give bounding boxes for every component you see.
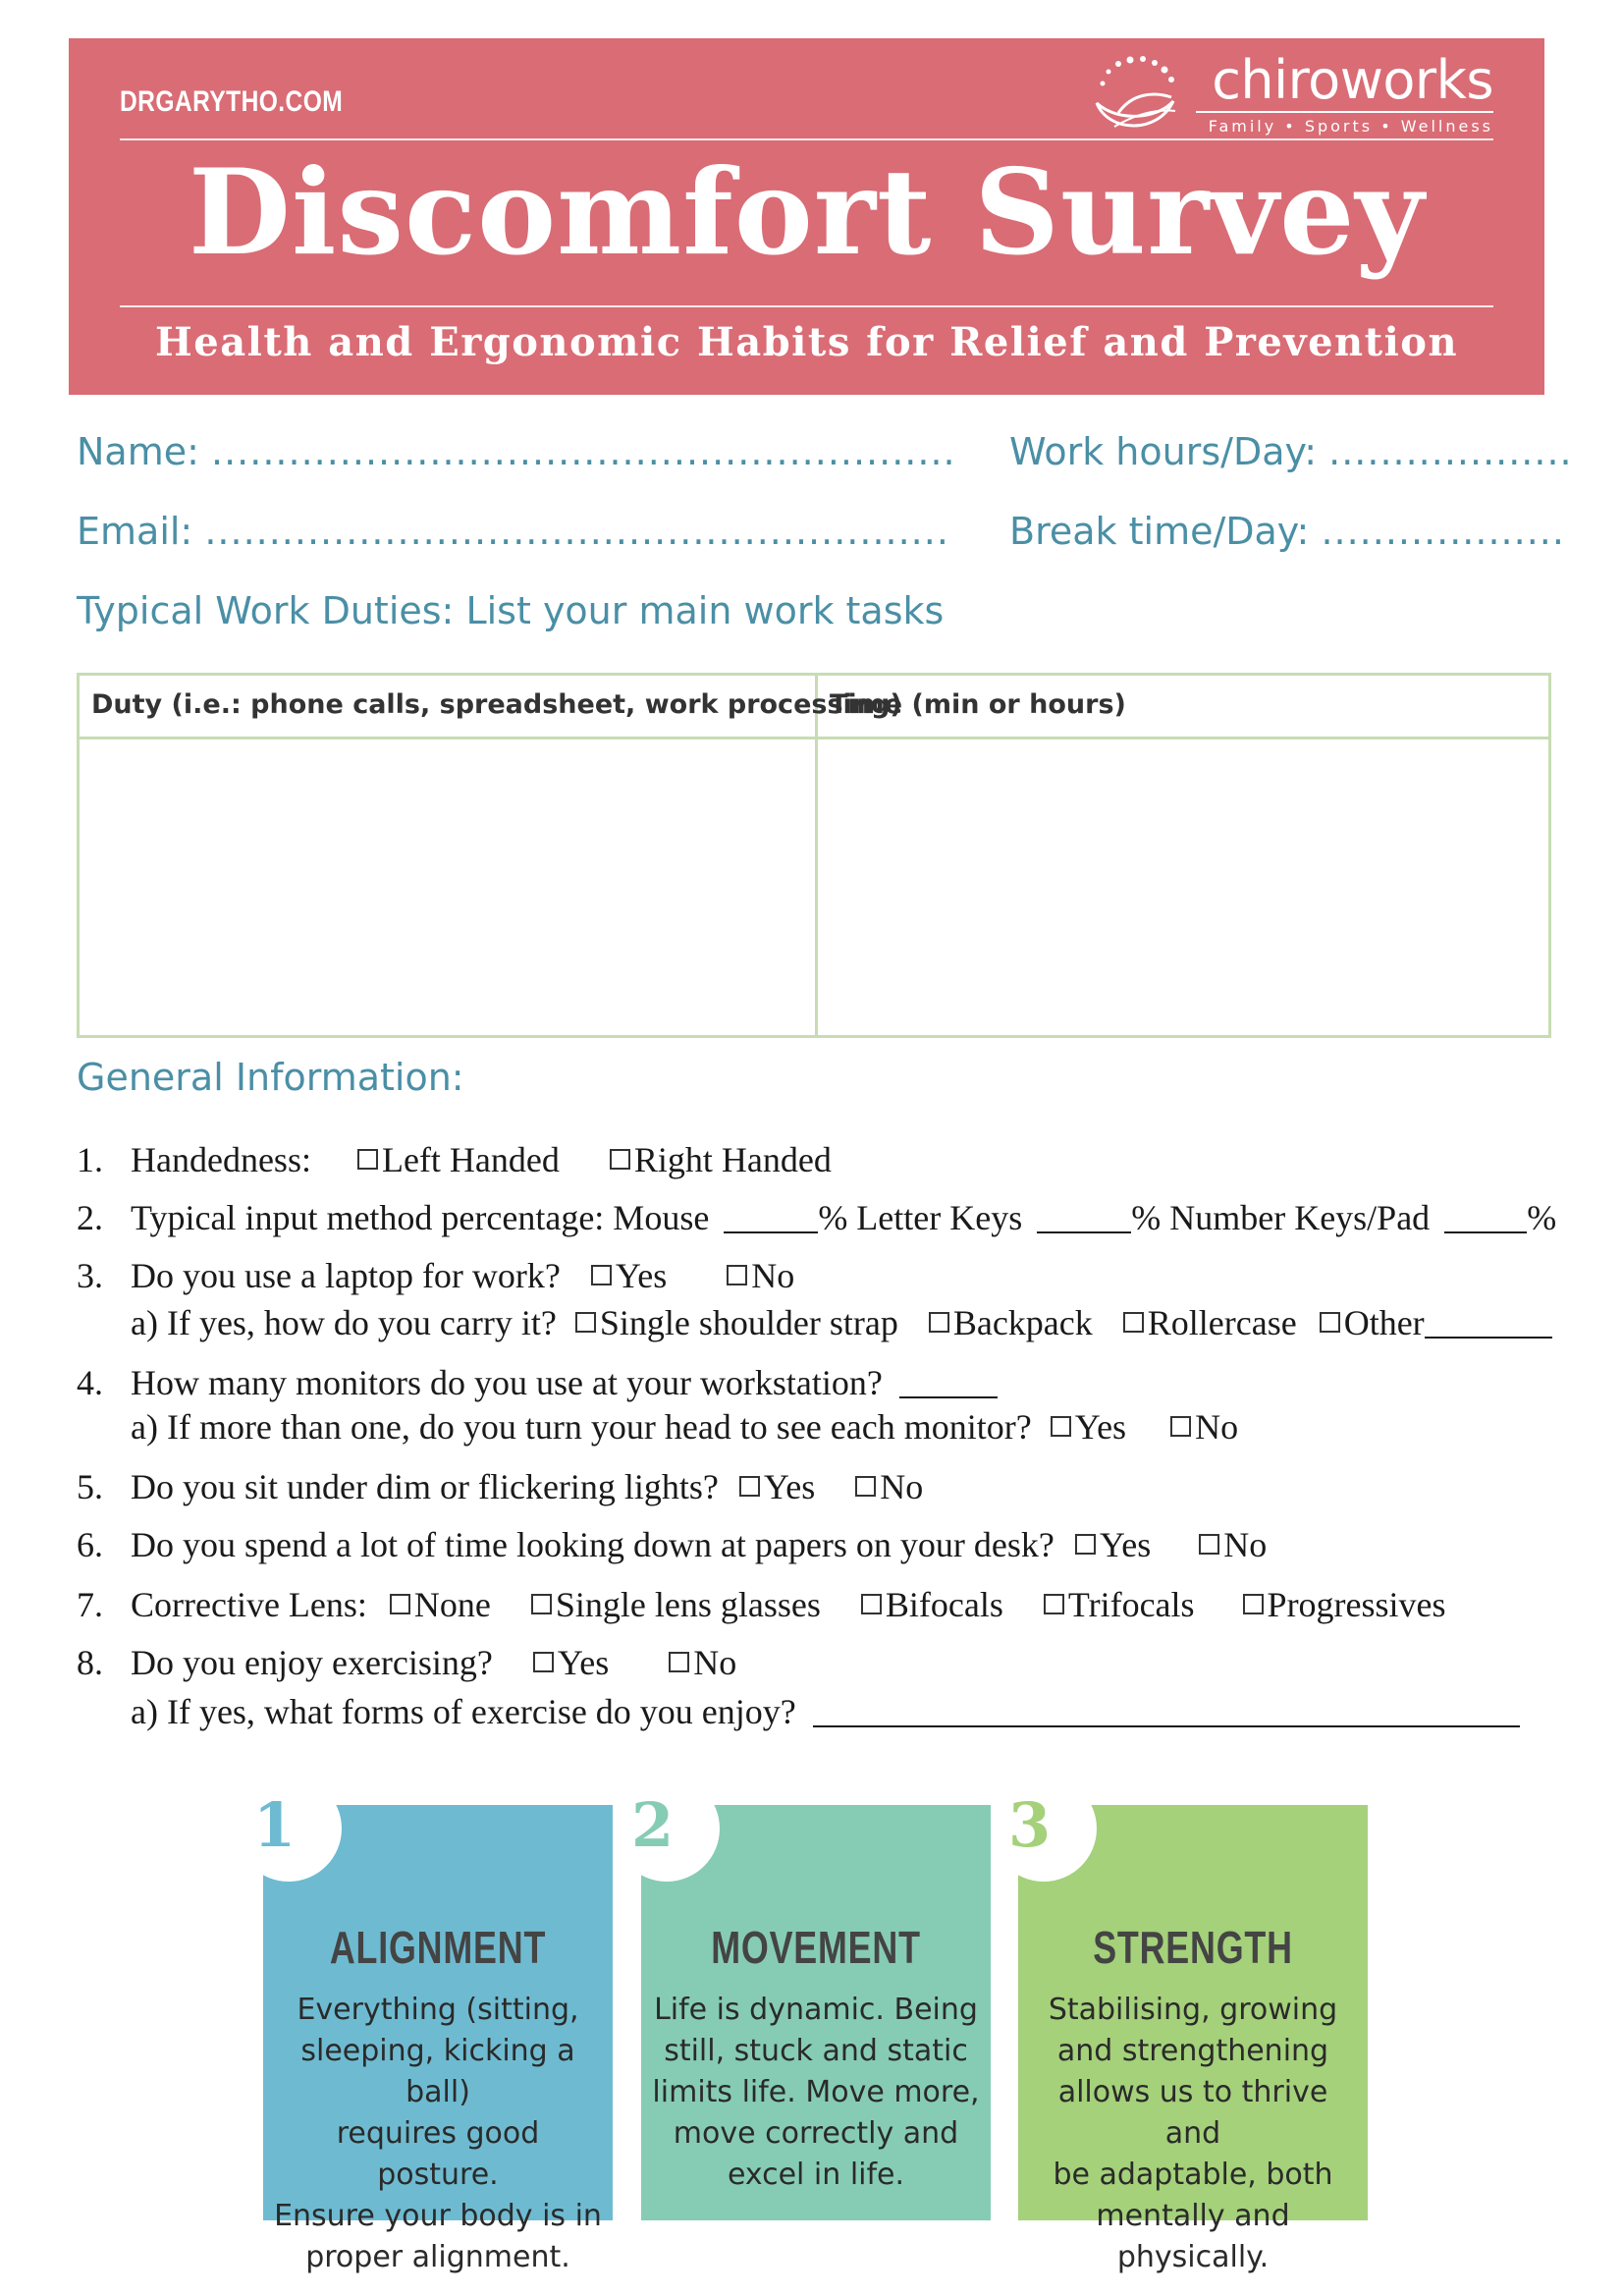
checkbox[interactable]	[669, 1652, 689, 1672]
option-no[interactable]: No	[727, 1256, 794, 1295]
question-5	[77, 1466, 923, 1507]
question-number: 1.	[77, 1140, 103, 1179]
checkbox[interactable]	[1044, 1594, 1064, 1614]
option-none[interactable]: None	[390, 1585, 491, 1624]
question-text: Do you sit under dim or flickering lights?	[131, 1467, 719, 1506]
question-7	[77, 1584, 1446, 1625]
break-time-label: Break time/Day:	[1009, 510, 1310, 553]
checkbox[interactable]	[1320, 1312, 1340, 1333]
checkbox[interactable]	[727, 1265, 747, 1285]
checkbox[interactable]	[1170, 1416, 1191, 1437]
card-alignment	[253, 1789, 613, 2274]
question-number: 4.	[77, 1363, 103, 1402]
checkbox[interactable]	[575, 1312, 596, 1333]
question-number: 8.	[77, 1643, 103, 1682]
option-single-shoulder-strap[interactable]: Single shoulder strap	[575, 1303, 898, 1342]
checkbox[interactable]	[855, 1476, 876, 1497]
other-input[interactable]	[1425, 1307, 1552, 1339]
option-other[interactable]: Other	[1320, 1303, 1425, 1342]
page-title: Discomfort Survey	[188, 143, 1426, 282]
time-input-cell[interactable]	[818, 737, 1548, 1035]
question-text: Typical input method percentage: Mouse	[131, 1198, 710, 1237]
card-number-badge: 3	[991, 1776, 1097, 1882]
work-hours-field[interactable]	[1009, 430, 1573, 473]
checkbox[interactable]	[1075, 1534, 1096, 1555]
email-label: Email:	[77, 510, 193, 553]
option-no[interactable]: No	[1170, 1407, 1238, 1447]
page-subtitle: Health and Ergonomic Habits for Relief and Prevention	[154, 319, 1459, 365]
question-number: 6.	[77, 1525, 103, 1564]
option-yes[interactable]: Yes	[1051, 1407, 1126, 1447]
checkbox[interactable]	[357, 1149, 378, 1170]
card-body: Everything (sitting, sleeping, kicking a ball) requires good posture. Ensure your body is in proper alignment.	[274, 1993, 602, 2274]
question-text: Corrective Lens:	[131, 1585, 367, 1624]
checkbox[interactable]	[739, 1476, 760, 1497]
checkbox[interactable]	[610, 1149, 630, 1170]
work-hours-dots: ...................	[1328, 430, 1573, 473]
checkbox[interactable]	[1123, 1312, 1144, 1333]
card-movement	[631, 1789, 991, 2220]
question-number: 5.	[77, 1467, 103, 1506]
option-no[interactable]: No	[669, 1643, 736, 1682]
card-title: STRENGTH	[1093, 1922, 1293, 1973]
question-text: a) If yes, what forms of exercise do you enjoy?	[131, 1692, 796, 1731]
question-text: Do you spend a lot of time looking down at papers on your desk?	[131, 1525, 1054, 1564]
question-1	[77, 1139, 832, 1180]
brand-name: chiroworks	[1212, 49, 1493, 111]
duty-input-cell[interactable]	[80, 737, 815, 1035]
checkbox[interactable]	[533, 1652, 554, 1672]
checkbox[interactable]	[531, 1594, 552, 1614]
letter-keys-percent-input[interactable]	[1037, 1202, 1131, 1233]
duties-table	[77, 673, 1551, 1038]
number-keys-percent-input[interactable]	[1444, 1202, 1527, 1233]
question-text: a) If more than one, do you turn your head to see each monitor?	[131, 1407, 1032, 1447]
header-banner	[69, 38, 1544, 395]
checkbox[interactable]	[591, 1265, 612, 1285]
option-single-lens-glasses[interactable]: Single lens glasses	[531, 1585, 821, 1624]
time-column-header: Time (min or hours)	[830, 689, 1126, 720]
question-number: 3.	[77, 1256, 103, 1295]
work-hours-label: Work hours/Day:	[1009, 430, 1318, 473]
duty-column-header: Duty (i.e.: phone calls, spreadsheet, work processing)	[91, 689, 902, 720]
name-field[interactable]	[77, 430, 956, 473]
question-8	[77, 1642, 736, 1683]
question-4	[77, 1362, 998, 1403]
card-body: Life is dynamic. Being still, stuck and static limits life. Move more, move correctly and excel in life.	[652, 1993, 980, 2192]
card-title: MOVEMENT	[711, 1922, 921, 1973]
site-url: DRGARYTHO.COM	[120, 85, 344, 118]
checkbox[interactable]	[929, 1312, 949, 1333]
email-dots: ..........................................................	[204, 510, 949, 553]
brand-tagline: Family • Sports • Wellness	[1208, 117, 1493, 136]
question-8a	[131, 1691, 1520, 1732]
chiroworks-logo-icon	[1089, 54, 1182, 137]
question-text: Do you enjoy exercising?	[131, 1643, 493, 1682]
exercise-forms-input[interactable]	[813, 1696, 1520, 1727]
monitors-count-input[interactable]	[899, 1367, 998, 1398]
option-yes[interactable]: Yes	[739, 1467, 815, 1506]
card-title: ALIGNMENT	[329, 1922, 547, 1973]
option-trifocals[interactable]: Trifocals	[1044, 1585, 1195, 1624]
option-no[interactable]: No	[1199, 1525, 1267, 1564]
question-2: 2. Typical input method percentage: Mouse % Letter Keys % Number Keys/Pad %	[77, 1198, 1557, 1237]
question-4a	[131, 1406, 1238, 1448]
option-yes[interactable]: Yes	[533, 1643, 609, 1682]
question-3	[77, 1255, 794, 1296]
question-number: 2.	[77, 1198, 103, 1237]
mouse-percent-input[interactable]	[724, 1202, 818, 1233]
email-field[interactable]	[77, 510, 949, 553]
question-3a	[131, 1302, 1552, 1343]
option-right-handed[interactable]: Right Handed	[610, 1140, 832, 1179]
checkbox[interactable]	[390, 1594, 410, 1614]
question-text: Do you use a laptop for work?	[131, 1256, 561, 1295]
question-text: How many monitors do you use at your workstation?	[131, 1363, 883, 1402]
checkbox[interactable]	[1199, 1534, 1219, 1555]
break-time-dots: ...................	[1321, 510, 1565, 553]
option-backpack[interactable]: Backpack	[929, 1303, 1093, 1342]
checkbox[interactable]	[1243, 1594, 1264, 1614]
option-yes[interactable]: Yes	[591, 1256, 667, 1295]
duties-heading: Typical Work Duties: List your main work tasks	[77, 589, 945, 632]
option-rollercase[interactable]: Rollercase	[1123, 1303, 1297, 1342]
header-divider-middle	[120, 305, 1493, 307]
brand-divider	[1196, 111, 1493, 113]
checkbox[interactable]	[861, 1594, 882, 1614]
checkbox[interactable]	[1051, 1416, 1071, 1437]
question-number: 7.	[77, 1585, 103, 1624]
question-text: a) If yes, how do you carry it?	[131, 1303, 557, 1342]
general-info-heading: General Information:	[77, 1056, 464, 1099]
option-yes[interactable]: Yes	[1075, 1525, 1151, 1564]
option-bifocals[interactable]: Bifocals	[861, 1585, 1003, 1624]
name-dots: ..........................................................	[211, 430, 956, 473]
header-divider-top	[120, 138, 1493, 140]
name-label: Name:	[77, 430, 199, 473]
option-left-handed[interactable]: Left Handed	[357, 1140, 560, 1179]
question-text: Handedness:	[131, 1140, 311, 1179]
option-no[interactable]: No	[855, 1467, 923, 1506]
break-time-field[interactable]	[1009, 510, 1565, 553]
card-body: Stabilising, growing and strengthening allows us to thrive and be adaptable, both mentally and physically.	[1048, 1993, 1338, 2274]
card-strength	[1008, 1789, 1368, 2274]
brand-logo	[1089, 49, 1493, 137]
card-number-badge: 2	[614, 1776, 720, 1882]
option-progressives[interactable]: Progressives	[1243, 1585, 1446, 1624]
question-6	[77, 1524, 1267, 1565]
card-number-badge: 1	[236, 1776, 342, 1882]
